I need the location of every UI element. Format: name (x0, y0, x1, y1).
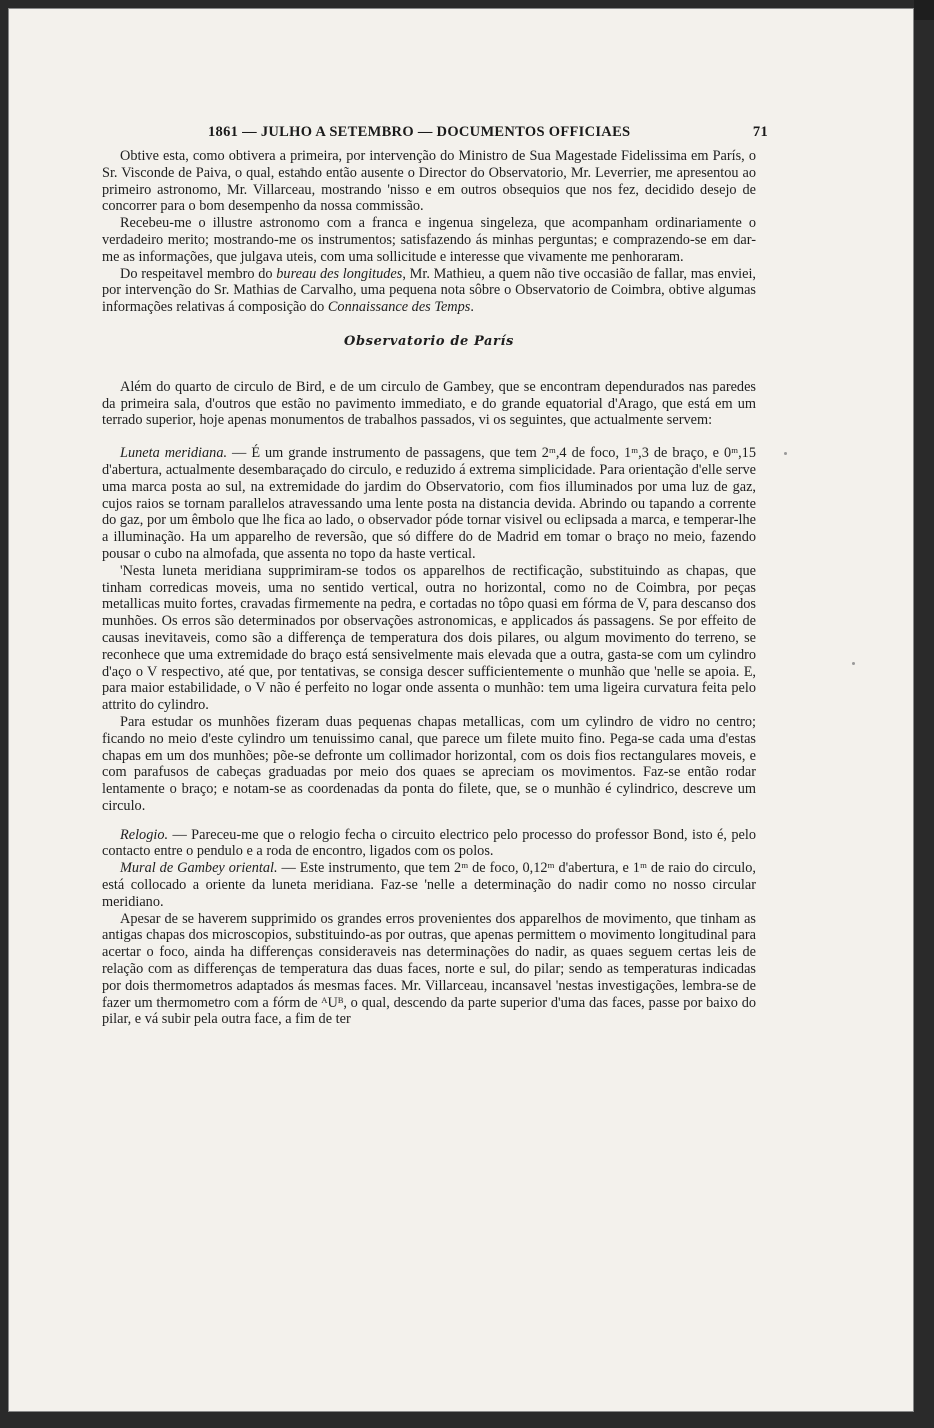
paragraph-luneta (102, 445, 756, 563)
italic-heading: Mural de Gambey oriental. (120, 860, 278, 877)
section-title: Observatorio de París (344, 333, 514, 349)
italic-heading: Relogio. (120, 826, 169, 843)
paragraph (102, 266, 756, 316)
spacer (102, 429, 756, 445)
scan-speck (852, 662, 855, 665)
text-span: — É um grande instrumento de passagens, que tem 2ᵐ,4 de foco, 1ᵐ,3 de braço, e 0ᵐ,15 d'abertura, actualmente desembaraçado do circulo, e reduzido á extrema simplicidade. Para orientação d'elle serve uma marca posta ao sul, na extremidade do jardim do Observatorio, com fios illuminados por uma luz de gaz, cujos raios se tornam parallelos atravessando uma lente posta na distancia devida. Abrindo ou tapando a corrente do gaz, por um êmbolo que lhe fica ao lado, o observador póde tornar visivel ou eclipsada a marca, e temperar-lhe a illuminação. Ha um apparelho de reversão, que só differe do de Madrid em tomar o braço no meio, fazendo pousar o cubo na almofada, que assenta no topo da haste vertical. (102, 445, 756, 562)
body-text (102, 148, 756, 1028)
paragraph-relogio (102, 827, 756, 861)
paragraph: Para estudar os munhões fizeram duas pequenas chapas metallicas, com um cylindro de vidro no centro; ficando no meio d'este cylindro um tenuissimo canal, que parece um filete muito fino. Pega-se cada uma d'estas chapas em um dos munhões; põe-se defronte um collimador horizontal, com os dois fios rectangulares moveis, e com parafusos de cabeças graduadas por meio dos quaes se apreciam os movimentos. Faz-se então rodar lentamente o braço; e notam-se as coordenadas da ponta do filete, que, se o munhão é cylindrico, descreve um circulo. (102, 713, 756, 814)
text-span: — Este instrumento, que tem 2ᵐ de foco, 0,12ᵐ d'abertura, e 1ᵐ de raio do circulo, está collocado a oriente da luneta meridiana. Faz-se 'nelle a determinação do nadir como no nosso circular meridiano. (102, 860, 756, 910)
text-span: . (470, 299, 474, 316)
spacer (102, 815, 756, 827)
italic-span: bureau des longitudes (276, 265, 403, 282)
paragraph: Obtive esta, como obtivera a primeira, por intervenção do Ministro de Sua Magestade Fidelissima em París, o Sr. Visconde de Paiva, o qual, estando então ausente o Director do Observatorio, Mr. Leverrier, me apresentou ao primeiro astronomo, Mr. Villarceau, mostrando 'nisso e em outros obsequios que nos fez, decidido desejo de concorrer para o bom desempenho da nossa commissão. (102, 148, 756, 215)
page-number: 71 (752, 124, 768, 140)
text-span: Do respeitavel membro do (120, 265, 277, 282)
text-span: — Pareceu-me que o relogio fecha o circuito electrico pelo processo do professor Bond, isto é, pelo contacto entre o pendulo e a roda de encontro, ligados com os polos. (102, 826, 756, 860)
text-span: , Mr. Mathieu, a quem não tive occasião de fallar, mas enviei, por intervenção do Sr. Mathias de Carvalho, uma pequena nota sôbre o Observatorio de Coimbra, obtive algumas informações relativas á composição do (102, 265, 756, 316)
italic-heading: Luneta meridiana. (120, 445, 228, 462)
paragraph-mural (102, 860, 756, 910)
paragraph: Apesar de se haverem supprimido os grandes erros provenientes dos apparelhos de movimento, que tinham as antigas chapas dos microscopios, substituindo-as por outras, que apenas permittem o movimento longitudinal para acertar o foco, ainda ha differenças consideraveis nas determinações do nadir, as quaes seguem certas leis de relação com as differenças de temperatura das duas faces, norte e sul, do pilar; sendo as temperaturas indicadas por dois thermometros adaptados ás mesmas faces. Mr. Villarceau, incansavel 'nestas investigações, lembra-se de fazer um thermometro com a fórm de ᴬUᴮ, o qual, descendo da parte superior d'uma das faces, passe por baixo do pilar, e vá subir pela outra face, a fim de ter (102, 910, 756, 1028)
scan-corner-mark (914, 0, 934, 20)
running-header (208, 124, 768, 141)
paragraph: 'Nesta luneta meridiana supprimiram-se todos os apparelhos de rectificação, substituindo as chapas, que tinham corredicas moveis, uma no sentido vertical, outra no horizontal, como no de Coimbra, por peças metallicas muito fortes, cravadas firmemente na pedra, e cortadas no tôpo quasi em fórma de V, para descanso dos munhões. Os erros são determinados por observações astronomicas, e applicados ás passagens. Se por effeito de causas inevitaveis, como são a differença de temperatura dos dois pilares, ou algum movimento do terreno, se reconhece que uma extremidade do braço está sensivelmente mais elevada que a outra, gasta-se com um cylindro d'aço o V respectivo, até que, por tentativas, se consiga descer sufficientemente o munhão que 'nelle se apoia. E, para maior estabilidade, o V não é perfeito no logar onde assenta o munhão: tem uma ligeira curvatura feita pelo attrito do cylindro. (102, 562, 756, 714)
running-title: 1861 — JULHO A SETEMBRO — DOCUMENTOS OFFICIAES (208, 124, 631, 140)
paragraph: Além do quarto de circulo de Bird, e de um circulo de Gambey, que se encontram dependurados nas paredes da primeira sala, d'outros que estão no pavimento immediato, e do grande equatorial d'Arago, que está em um terrado superior, hoje apenas monumentos de trabalhos passados, vi os seguintes, que actualmente servem: (102, 378, 756, 429)
paragraph: Recebeu-me o illustre astronomo com a franca e ingenua singeleza, que acompanham ordinariamente o verdadeiro merito; mostrando-me os instrumentos; satisfazendo ás minhas perguntas; e comprazendo-se em dar-me as informações, que julgava uteis, com uma sollicitude e interesse que vivamente me penhoraram. (102, 215, 756, 265)
scan-speck (784, 452, 787, 455)
italic-span: Connaissance des Temps (327, 299, 471, 316)
